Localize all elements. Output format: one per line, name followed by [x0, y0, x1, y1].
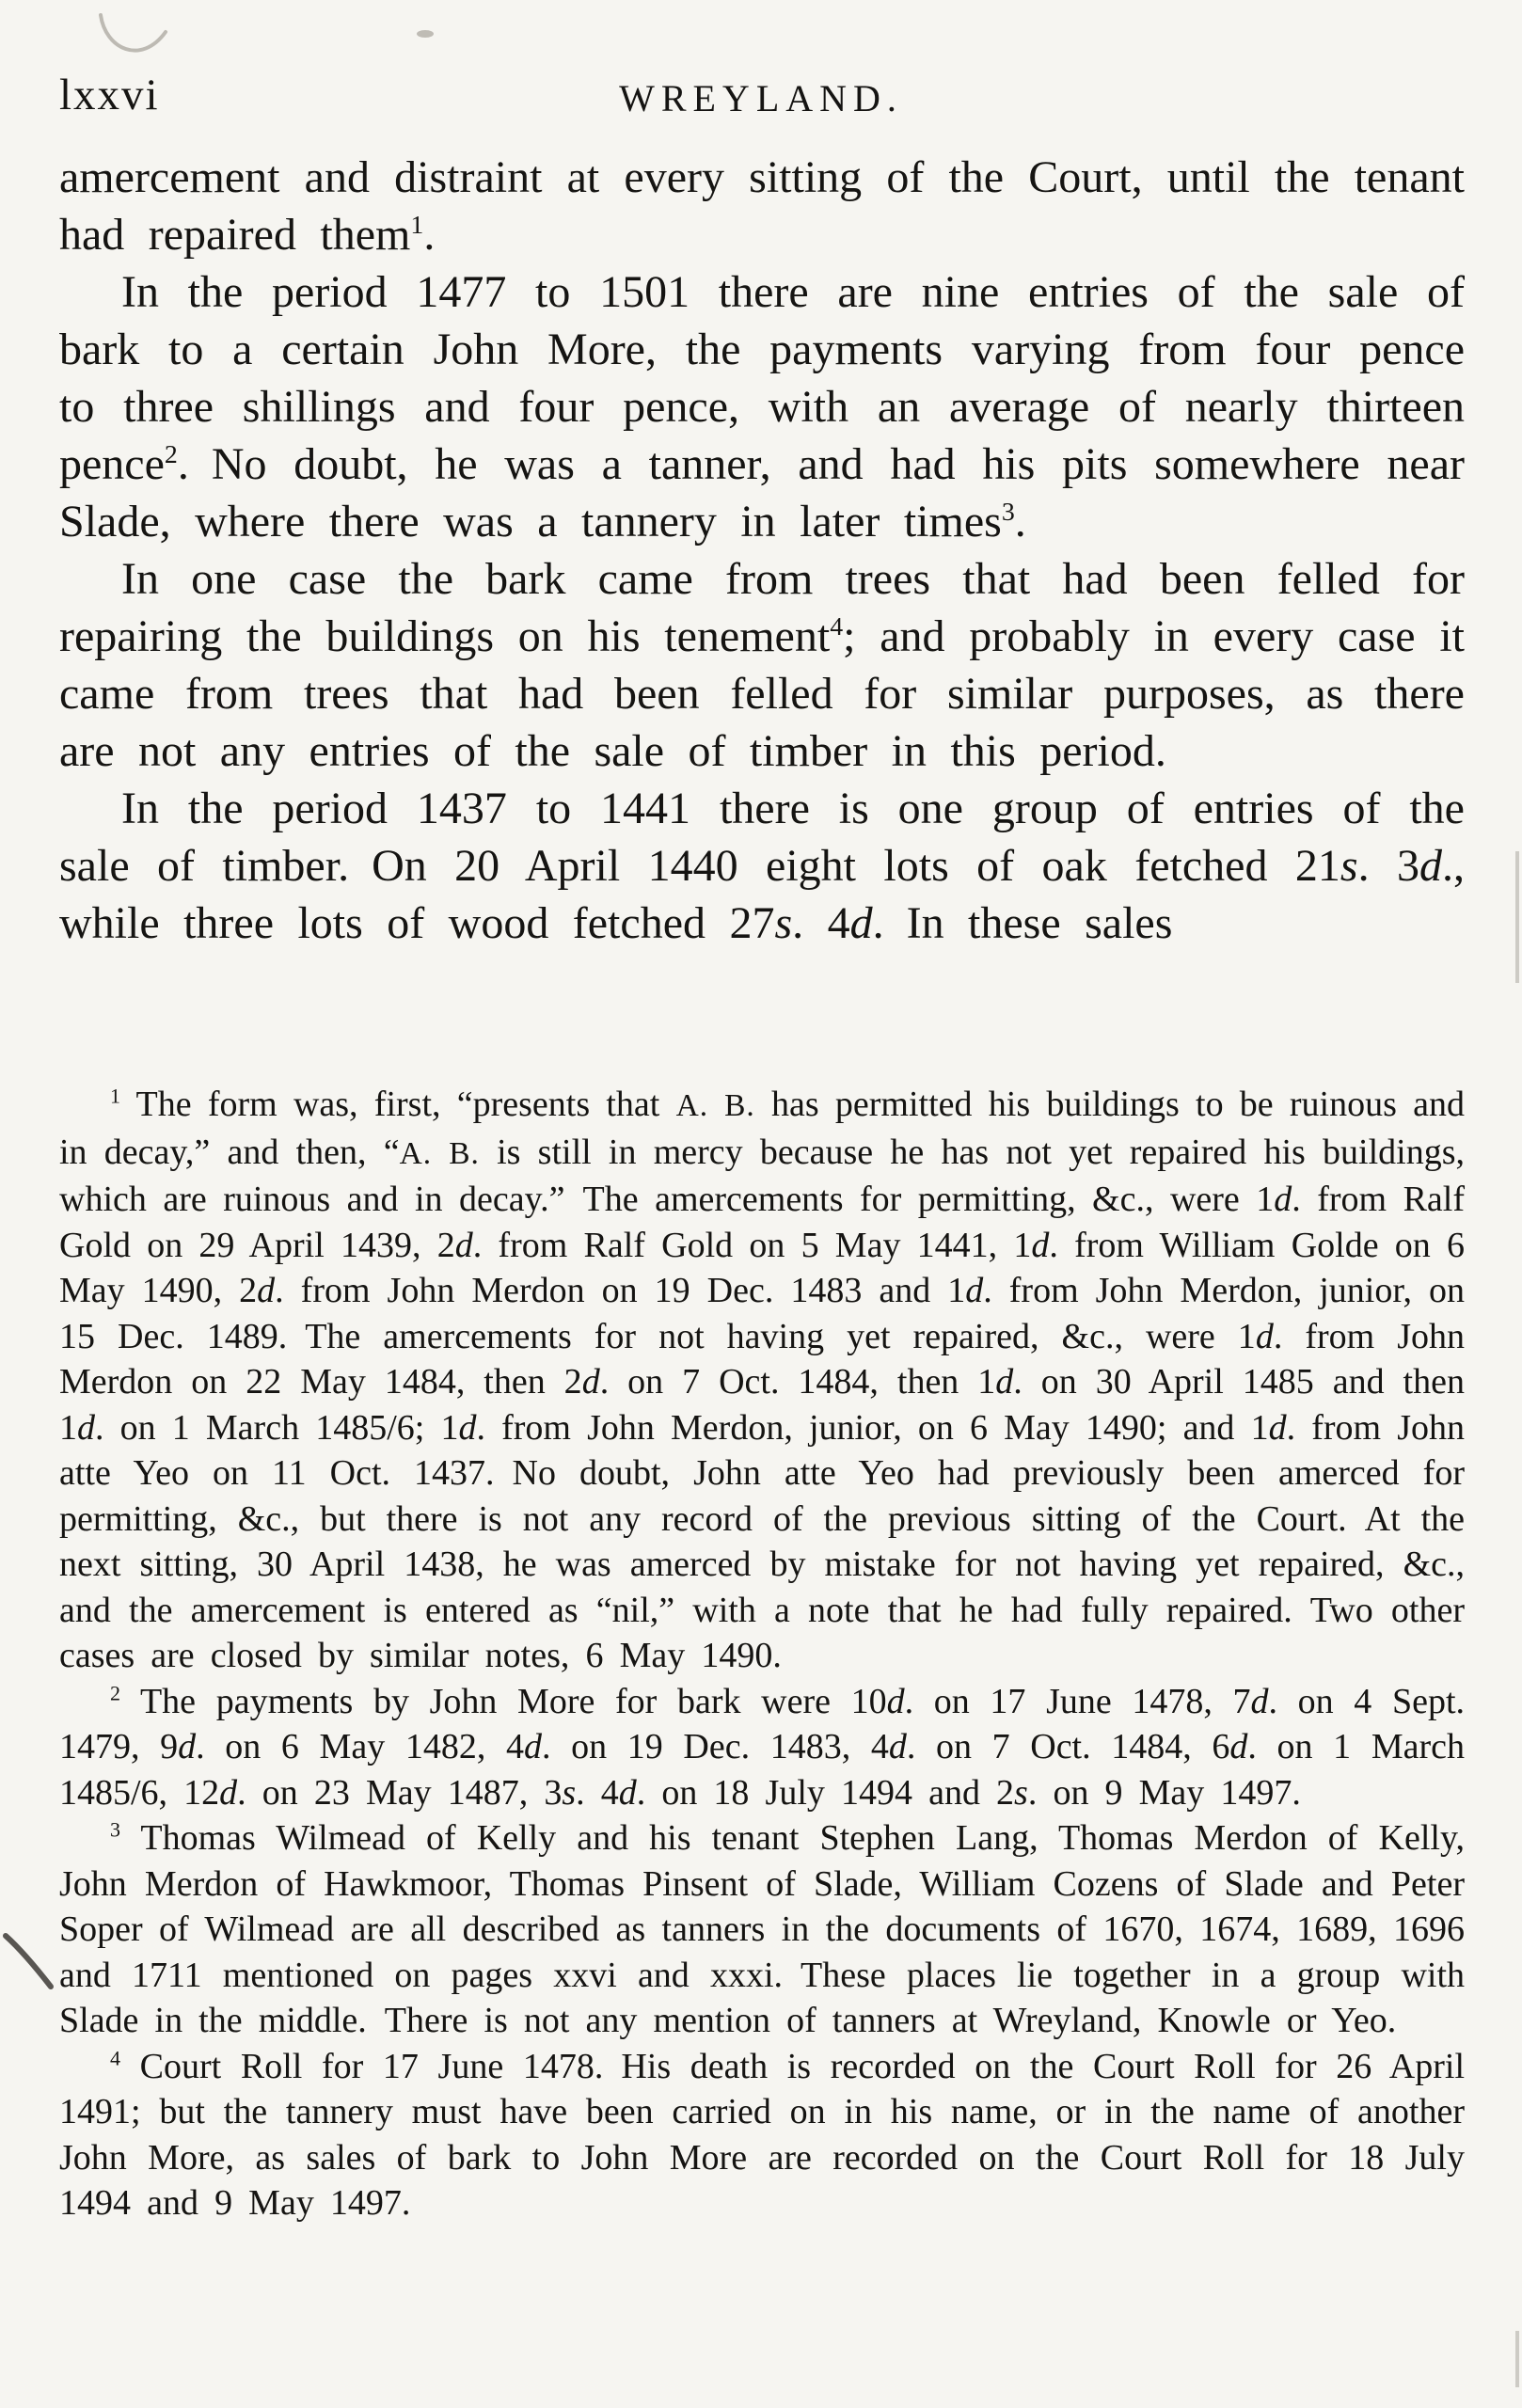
footnotes: [59, 1082, 1465, 2226]
scan-edge-line-bottom-icon: [1515, 2331, 1519, 2387]
body-text: [59, 149, 1465, 952]
paragraph-1: amercement and distraint at every sitting of the Court, until the tenant had repaired them$^1$.: [59, 152, 1465, 260]
page-number: lxxvi: [59, 71, 160, 119]
running-head: [59, 70, 1463, 126]
paragraph-4: In the period 1437 to 1441 there is one group of entries of the sale of timber. On 20 April 1440 eight lots of oak fetched 21s. 3d., while three lots of wood fetched 27s. 4d. In these sales: [59, 784, 1465, 948]
footnote-2: $^2$ The payments by John More for bark were 10d. on 17 June 1478, 7d. on 4 Sept. 1479, 9d. on 6 May 1482, 4d. on 19 Dec. 1483, 4d. on 7 Oct. 1484, 6d. on 1 March 1485/6, 12d. on 23 May 1487, 3s. 4d. on 18 July 1494 and 2s. on 9 May 1497.: [59, 1680, 1466, 1813]
footnote-4: $^4$ Court Roll for 17 June 1478. His death is recorded on the Court Roll for 26 April 1491; but the tannery must have been carried on in his name, or in the name of another John More, as sales of bark to John More are recorded on the Court Roll for 18 July 1494 and 9 May 1497.: [59, 2045, 1465, 2223]
footnote-1: $^1$ The form was, first, “presents that A. B. has permitted his buildings to be ruinous and in decay,” and then, “A. B. is still in mercy because he has not yet repaired his buildings, which are ruinous and in decay.” The amercements for permitting, &c., were 1d. from Ralf Gold on 29 April 1439, 2d. from Ralf Gold on 5 May 1441, 1d. from William Golde on 6 May 1490, 2d. from John Merdon on 19 Dec. 1483 and 1d. from John Merdon, junior, on 15 Dec. 1489. The amercements for not having yet repaired, &c., were 1d. from John Merdon on 22 May 1484, then 2d. on 7 Oct. 1484, then 1d. on 30 April 1485 and then 1d. on 1 March 1485/6; 1d. from John Merdon, junior, on 6 May 1490; and 1d. from John atte Yeo on 11 Oct. 1437. No doubt, John atte Yeo had previously been amerced for permitting, &c., but there is not any record of the previous sitting of the Court. At the next sitting, 30 April 1438, he was amerced by mistake for not having yet repaired, &c., and the amercement is entered as “nil,” with a note that he had fully repaired. Two other cases are closed by similar notes, 6 May 1490.: [59, 1084, 1465, 1675]
paragraph-3: In one case the bark came from trees that had been felled for repairing the buildings on his tenement$^4$; and probably in every case it came from trees that had been felled for similar purposes, as there are not any entries of the sale of timber in this period.: [59, 554, 1465, 776]
pen-squiggle-top-icon: [101, 15, 166, 51]
running-title: WREYLAND.: [619, 77, 903, 119]
pen-mark-margin-icon: [6, 1936, 51, 1987]
footnote-3: $^3$ Thomas Wilmead of Kelly and his tenant Stephen Lang, Thomas Merdon of Kelly, John Merdon of Hawkmoor, Thomas Pinsent of Slade, William Cozens of Slade and Peter Soper of Wilmead are all described as tanners in the documents of 1670, 1674, 1689, 1696 and 1711 mentioned on pages xxvi and xxxi. These places lie together in a group with Slade in the middle. There is not any mention of tanners at Wreyland, Knowle or Yeo.: [59, 1817, 1465, 2040]
ink-speck-icon: [417, 30, 434, 38]
paragraph-2: In the period 1477 to 1501 there are nine entries of the sale of bark to a certain John More, the payments varying from four pence to three shillings and four pence, with an average of nearly thirteen pence$^2$. No doubt, he was a tanner, and had his pits somewhere near Slade, where there was a tannery in later times$^3$.: [59, 267, 1465, 547]
scan-edge-line-icon: [1515, 851, 1519, 983]
